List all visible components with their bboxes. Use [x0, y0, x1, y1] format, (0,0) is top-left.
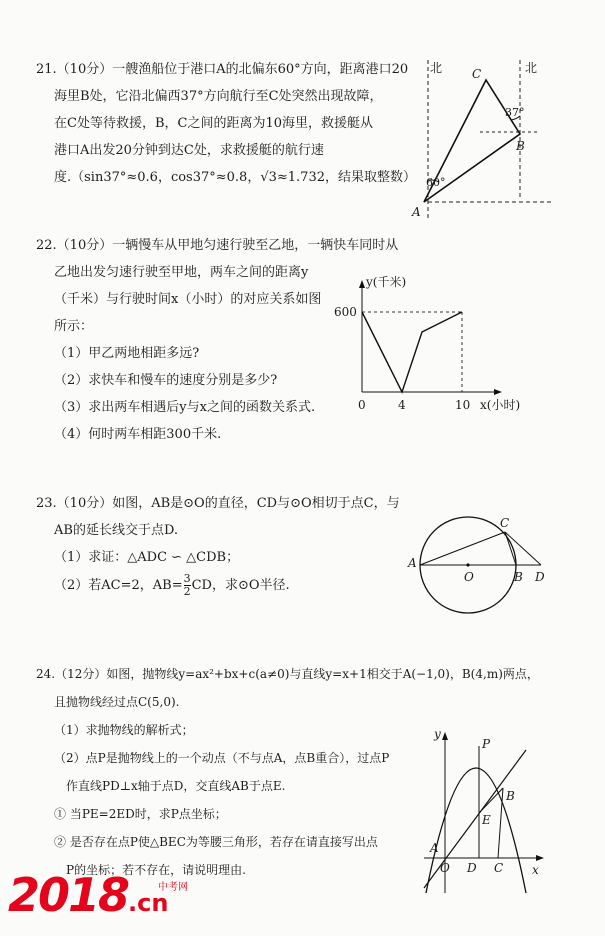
label-C: C: [494, 861, 504, 875]
q21-line-3: 在C处等待救援，B，C之间的距离为10海里，救援艇从: [54, 116, 373, 131]
label-P: P: [482, 737, 491, 751]
q21-line-1: 21.（10分）一艘渔船位于港口A的北偏东60°方向，距离港口20: [36, 62, 409, 77]
question-23: [36, 490, 416, 601]
label-E: E: [482, 813, 491, 827]
label-C: C: [500, 516, 510, 530]
label-north-1: 北: [430, 61, 443, 75]
center-dot: [466, 563, 469, 566]
chart-x-arrow: [494, 389, 502, 395]
fraction-den: 2: [183, 585, 191, 598]
chart-ylabel: y(千米): [366, 275, 407, 289]
q24-sub-6: P的坐标；若不存在，请说明理由.: [66, 863, 246, 877]
label-B: B: [506, 789, 515, 803]
fraction-num: 3: [183, 572, 191, 585]
q22-sub-1: （1）甲乙两地相距多远?: [54, 346, 200, 361]
q21-figure: [408, 50, 558, 230]
q23-line-2: AB的延长线交于点D.: [54, 523, 179, 538]
q22-sub-4: （4）何时两车相距300千米.: [54, 427, 222, 442]
chart-xtick-0: 0: [358, 398, 366, 412]
label-C: C: [472, 67, 482, 81]
q23-sub-2-a: （2）若AC=2，AB=: [54, 578, 183, 593]
chart-series-line: [362, 312, 462, 392]
q24-sub-1: （1）求抛物线的解析式；: [54, 723, 194, 737]
label-O: O: [440, 861, 450, 875]
label-angle-60: 60°: [426, 176, 446, 189]
q24-line-1: 24.（12分）如图，抛物线y=ax²+bx+c(a≠0)与直线y=x+1相交于A(−1,0)，B(4,m)两点，: [36, 667, 539, 681]
q23-sub-1: （1）求证：△ADC ∽ △CDB；: [54, 550, 240, 565]
axis-x-arrow: [536, 855, 544, 861]
chart-y-arrow: [359, 280, 365, 288]
fraction-3-2: [184, 573, 191, 598]
chart-ytick-600: 600: [334, 305, 357, 319]
watermark-number: 2018: [8, 868, 129, 922]
label-x: x: [532, 863, 539, 877]
axis-y-arrow: [442, 732, 448, 740]
watermark-site: 中考网: [158, 882, 188, 893]
label-angle-37: 37°: [505, 106, 525, 119]
label-B: B: [516, 139, 525, 153]
q23-sub-2: [36, 571, 416, 601]
label-D: D: [467, 861, 477, 875]
q22-sub-3: （3）求出两车相遇后y与x之间的函数关系式.: [54, 400, 316, 415]
label-D: D: [535, 570, 545, 584]
q21-line-5: 度.（sin37°≈0.6，cos37°≈0.8，√3≈1.732，结果取整数）: [54, 170, 416, 185]
q23-figure: [406, 495, 556, 635]
chart-xlabel: x(小时): [480, 398, 521, 412]
q24-sub-2: （2）点P是抛物线上的一个动点（不与点A，点B重合），过点P: [54, 751, 390, 765]
q21-line-4: 港口A出发20分钟到达C处，求救援艇的航行速: [54, 143, 324, 158]
q24-figure: [420, 728, 550, 898]
label-A: A: [408, 556, 417, 570]
q23-line-1: 23.（10分）如图，AB是⊙O的直径，CD与⊙O相切于点C，与: [36, 496, 400, 511]
label-O: O: [464, 570, 474, 584]
q24-line-2: 且抛物线经过点C(5,0).: [54, 695, 180, 709]
q22-sub-2: （2）求快车和慢车的速度分别是多少?: [54, 373, 278, 388]
line-AC: [420, 532, 505, 565]
q24-sub-3: 作直线PD⊥x轴于点D，交直线AB于点E.: [66, 779, 286, 793]
q22-line-2: 乙地出发匀速行驶至甲地，两车之间的距离y: [54, 265, 309, 280]
q21-line-2: 海里B处，它沿北偏西37°方向航行至C处突然出现故障，: [54, 89, 383, 104]
label-A: A: [412, 205, 421, 219]
label-B: B: [514, 570, 523, 584]
q23-sub-2-b: CD，求⊙O半径.: [191, 578, 290, 593]
q24-sub-5: ② 是否存在点P使△BEC为等腰三角形，若存在请直接写出点: [54, 835, 378, 849]
watermark-logo: [8, 868, 188, 928]
q22-chart: [330, 272, 540, 422]
label-A: A: [430, 841, 439, 855]
chart-xtick-10: 10: [455, 398, 471, 412]
q22-line-3: （千米）与行驶时间x（小时）的对应关系如图: [54, 292, 322, 307]
line-EB: [479, 788, 503, 813]
label-north-2: 北: [525, 61, 538, 75]
q24-sub-4: ① 当PE=2ED时，求P点坐标；: [54, 807, 227, 821]
watermark-domain: .cn: [128, 889, 169, 917]
question-21: [36, 56, 416, 191]
chart-xtick-4: 4: [398, 398, 406, 412]
label-y: y: [434, 728, 441, 741]
q22-line-4: 所示：: [54, 319, 94, 334]
q22-line-1: 22.（10分）一辆慢车从甲地匀速行驶至乙地，一辆快车同时从: [36, 238, 399, 253]
